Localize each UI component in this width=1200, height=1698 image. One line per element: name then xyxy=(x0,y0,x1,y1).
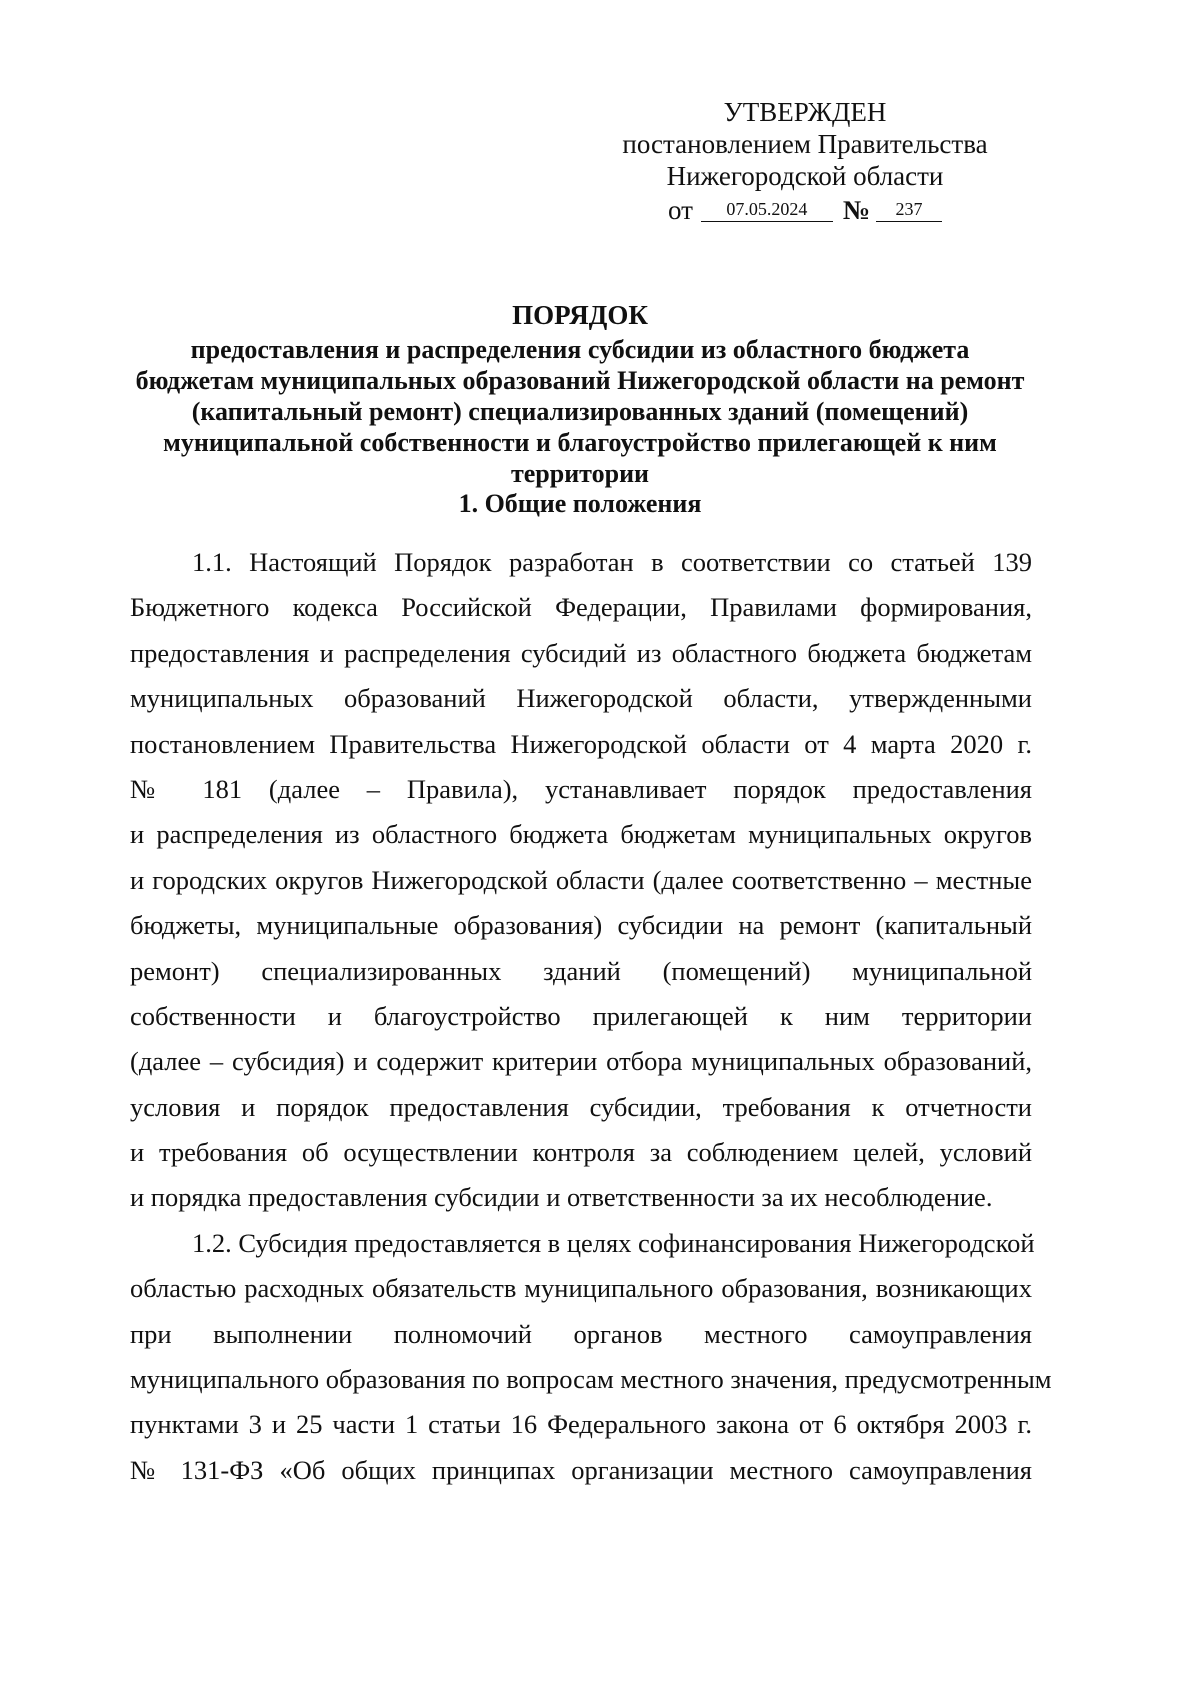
paragraph-line: условия и порядок предоставления субсидии, требования к отчетности xyxy=(130,1091,1032,1122)
paragraph-line: областью расходных обязательств муниципального образования, возникающих xyxy=(130,1273,1032,1304)
paragraph-line: муниципальных образований Нижегородской области, утвержденными xyxy=(130,683,1032,714)
approval-date: 07.05.2024 xyxy=(701,198,833,222)
paragraph-line: № 181 (далее – Правила), устанавливает порядок предоставления xyxy=(130,773,1032,804)
approval-stamp xyxy=(600,96,1010,226)
paragraph-line: пунктами 3 и 25 части 1 статьи 16 Федерального закона от 6 октября 2003 г. xyxy=(130,1409,1032,1440)
paragraph-line: 1.2. Субсидия предоставляется в целях софинансирования Нижегородской xyxy=(192,1227,1035,1258)
approval-heading: УТВЕРЖДЕН xyxy=(723,97,887,127)
document-subtitle-line: муниципальной собственности и благоустройство прилегающей к ним xyxy=(163,428,997,457)
document-subtitle-line: предоставления и распределения субсидии из областного бюджета xyxy=(190,335,970,364)
document-subtitle-line: бюджетам муниципальных образований Нижегородской области на ремонт xyxy=(135,366,1025,395)
paragraph-line: при выполнении полномочий органов местного самоуправления xyxy=(130,1318,1032,1349)
document-body xyxy=(130,546,1052,1499)
paragraph-line: постановлением Правительства Нижегородской области от 4 марта 2020 г. xyxy=(130,728,1032,759)
section-heading: 1. Общие положения xyxy=(458,489,702,518)
paragraph-line: (далее – субсидия) и содержит критерии отбора муниципальных образований, xyxy=(130,1046,1032,1077)
approval-number-sign: № xyxy=(842,195,871,225)
paragraph-1-2 xyxy=(130,1227,1052,1499)
document-subtitle-line: (капитальный ремонт) специализированных зданий (помещений) xyxy=(191,397,969,426)
paragraph-line: и городских округов Нижегородской области (далее соответственно – местные xyxy=(130,864,1032,895)
paragraph-line: муниципального образования по вопросам местного значения, предусмотренным xyxy=(130,1364,1052,1395)
paragraph-line: и требования об осуществлении контроля за соблюдением целей, условий xyxy=(130,1137,1032,1168)
approval-number: 237 xyxy=(876,198,942,222)
paragraph-line: и порядка предоставления субсидии и ответственности за их несоблюдение. xyxy=(130,1182,993,1213)
paragraph-line: Бюджетного кодекса Российской Федерации, Правилами формирования, xyxy=(130,592,1032,623)
paragraph-line: и распределения из областного бюджета бюджетам муниципальных округов xyxy=(130,819,1032,850)
approval-date-row xyxy=(600,194,1010,226)
approval-date-prefix: от xyxy=(667,195,693,225)
document-title: ПОРЯДОК xyxy=(512,300,648,330)
document-subtitle-line: территории xyxy=(510,459,650,488)
paragraph-line: № 131-ФЗ «Об общих принципах организации местного самоуправления xyxy=(130,1454,1032,1485)
approval-line-2: Нижегородской области xyxy=(666,161,944,191)
paragraph-line: предоставления и распределения субсидий из областного бюджета бюджетам xyxy=(130,637,1032,668)
approval-line-1: постановлением Правительства xyxy=(622,129,988,159)
paragraph-1-1 xyxy=(130,546,1032,1227)
paragraph-line: бюджеты, муниципальные образования) субсидии на ремонт (капитальный xyxy=(130,910,1032,941)
paragraph-line: собственности и благоустройство прилегающей к ним территории xyxy=(130,1000,1032,1031)
paragraph-line: 1.1. Настоящий Порядок разработан в соответствии со статьей 139 xyxy=(192,547,1032,577)
document-title-block xyxy=(130,300,1030,489)
paragraph-line: ремонт) специализированных зданий (помещений) муниципальной xyxy=(130,955,1032,986)
